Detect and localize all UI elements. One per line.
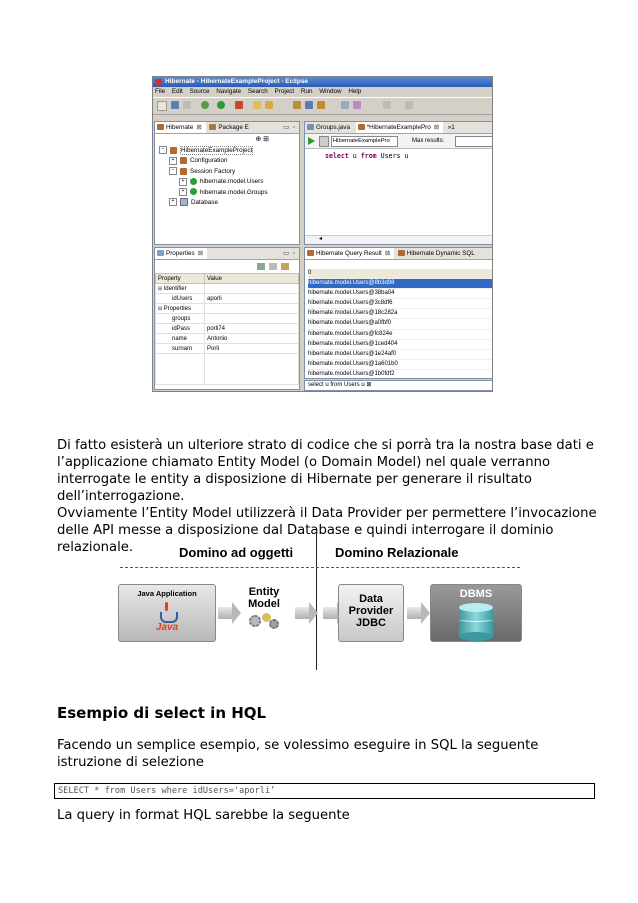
- package-icon: [209, 124, 216, 130]
- tree-item-users[interactable]: + hibernate.model.Users: [159, 177, 299, 187]
- arrow-icon: [295, 607, 309, 619]
- property-name: idPass: [156, 324, 205, 334]
- data-provider-label: Data: [359, 593, 383, 605]
- hql-toolbar: [305, 134, 492, 149]
- java-cup-icon: [158, 602, 176, 624]
- open-type-icon[interactable]: [265, 101, 273, 109]
- save-icon[interactable]: [171, 101, 179, 109]
- view-minmax-icon[interactable]: ▭ ▫: [283, 124, 296, 131]
- arrow-icon: [218, 607, 232, 619]
- menu-navigate[interactable]: Navigate: [216, 88, 242, 95]
- class-icon: [190, 188, 197, 195]
- list-item[interactable]: hibernate.model.Users@1b0fdf2: [308, 370, 492, 379]
- hql-editor: [304, 121, 493, 245]
- property-value: porli74: [205, 324, 299, 334]
- query-entity: Users u: [376, 152, 409, 160]
- hibernate-icon: [157, 124, 164, 130]
- property-value: [205, 304, 299, 314]
- configuration-selector-icon[interactable]: [319, 136, 329, 147]
- tab-label: *HibernateExamplePro: [366, 124, 431, 131]
- menu-source[interactable]: Source: [189, 88, 210, 95]
- hibernate-config-icon: [170, 147, 177, 154]
- view-toolbar: [155, 134, 299, 143]
- database-icon: [180, 198, 188, 206]
- window-title: Hibernate - HibernateExampleProject - Eclipse: [165, 78, 309, 85]
- hql-icon: [358, 124, 365, 130]
- result-column-header: 0: [308, 269, 492, 279]
- menu-help[interactable]: Help: [348, 88, 362, 95]
- tree-label: Configuration: [190, 157, 228, 165]
- dbms-box: [430, 584, 522, 642]
- search-icon[interactable]: [305, 101, 313, 109]
- properties-view: [154, 247, 300, 390]
- menu-edit[interactable]: Edit: [171, 88, 183, 95]
- text-line: delle API messe a disposizione dal Database e quindi interrogare il dominio: [57, 523, 554, 538]
- tree-item-project[interactable]: − HibernateExampleProject: [159, 146, 299, 156]
- property-value: Porli: [205, 344, 299, 354]
- new-class-icon[interactable]: [253, 101, 261, 109]
- text-line: La query in format HQL sarebbe la seguente: [57, 808, 350, 823]
- list-item[interactable]: hibernate.model.Users@8b3d98: [308, 279, 492, 289]
- more-tabs[interactable]: »1: [447, 124, 455, 131]
- categories-icon[interactable]: [257, 263, 265, 270]
- result-tabbar: [305, 248, 492, 260]
- property-name: groups: [156, 314, 205, 324]
- configuration-icon: [180, 157, 187, 164]
- property-name: Properties: [163, 305, 191, 312]
- tab-package-explorer[interactable]: [207, 122, 252, 133]
- hibernate-configurations-view: [154, 121, 300, 245]
- result-toolbar: [305, 260, 492, 269]
- table-row[interactable]: [156, 324, 299, 334]
- menu-project[interactable]: Project: [274, 88, 295, 95]
- hql-query-text[interactable]: [305, 149, 492, 160]
- properties-icon: [157, 250, 164, 256]
- domain-divider: [316, 530, 317, 670]
- hibernate-icon: [398, 250, 405, 256]
- data-provider-label: JDBC: [356, 617, 386, 629]
- tab-properties[interactable]: Properties ⊠: [155, 248, 207, 259]
- property-name: Identifier: [163, 285, 187, 292]
- property-name: surnam: [156, 344, 205, 354]
- hibernate-tool-icon[interactable]: [317, 101, 325, 109]
- new-icon[interactable]: [157, 101, 167, 111]
- text-line: l’applicazione chiamato Entity Model (o Domain Model) nel quale verranno: [57, 455, 551, 470]
- tab-hql-editor[interactable]: *HibernateExamplePro ⊠: [356, 122, 443, 133]
- properties-toolbar: [155, 260, 299, 273]
- open-folder-icon[interactable]: [293, 101, 301, 109]
- eclipse-screenshot: [152, 76, 493, 392]
- result-list: [305, 269, 492, 379]
- java-file-icon: [307, 124, 314, 130]
- annotation-icon[interactable]: [341, 101, 349, 109]
- list-item[interactable]: hibernate.model.Users@1a601b0: [308, 360, 492, 370]
- external-tools-icon[interactable]: [235, 101, 243, 109]
- entity-model-box: [237, 586, 291, 638]
- properties-table: [155, 273, 299, 385]
- session-factory-icon: [180, 168, 187, 175]
- text-line: istruzione di selezione: [57, 755, 204, 770]
- relational-domain-title: Domino Relazionale: [335, 545, 459, 560]
- architecture-diagram: [115, 530, 525, 670]
- text-line: Facendo un semplice esempio, se volessimo eseguire in SQL la seguente: [57, 738, 539, 753]
- text-line: Ovviamente l’Entity Model utilizzerà il Data Provider per permettere l’invocazione: [57, 506, 597, 521]
- gears-icon: [247, 613, 281, 629]
- tree-item-database[interactable]: + Database: [159, 198, 299, 208]
- tree-label: hibernate.model.Users: [200, 178, 264, 186]
- java-application-label: Java Application: [137, 589, 197, 598]
- view-minmax-icon[interactable]: ▭ ▫: [283, 250, 296, 257]
- table-row[interactable]: [156, 334, 299, 344]
- property-value: [205, 284, 299, 294]
- next-annotation-icon[interactable]: [353, 101, 361, 109]
- back-icon[interactable]: [383, 101, 391, 109]
- status-tab[interactable]: select u from Users u ⊠: [304, 380, 493, 391]
- filter-icon[interactable]: [269, 263, 277, 270]
- tree-item-groups[interactable]: + hibernate.model.Groups: [159, 188, 299, 198]
- max-results-label: Max results:: [412, 138, 445, 144]
- table-row[interactable]: ⊟ Properties: [156, 304, 299, 314]
- menu-run[interactable]: Run: [300, 88, 313, 95]
- object-domain-title: Domino ad oggetti: [179, 545, 294, 560]
- tab-package-label: Package E: [218, 124, 249, 131]
- database-icon: [459, 603, 493, 641]
- table-row[interactable]: [156, 314, 299, 324]
- tab-label: Properties: [166, 250, 195, 257]
- tab-hibernate-label: Hibernate: [166, 124, 194, 131]
- forward-icon[interactable]: [405, 101, 413, 109]
- property-name: name: [156, 334, 205, 344]
- config-tree: [155, 143, 299, 208]
- window-title-bar: [153, 77, 492, 87]
- class-icon: [190, 178, 197, 185]
- property-value: Antonio: [205, 334, 299, 344]
- table-row[interactable]: ⊟ Identifier: [156, 284, 299, 294]
- list-item[interactable]: hibernate.model.Users@1ced404: [308, 340, 492, 350]
- run-icon[interactable]: [217, 101, 225, 109]
- tab-groups-java[interactable]: [305, 122, 354, 133]
- debug-icon[interactable]: [201, 101, 209, 109]
- tab-label: Hibernate Dynamic SQL: [406, 250, 475, 257]
- query-alias: u: [348, 152, 361, 160]
- query-result-view: [304, 247, 493, 379]
- entity-model-label: Entity: [248, 586, 280, 598]
- dbms-label: DBMS: [459, 588, 493, 600]
- menu-bar: [153, 87, 492, 97]
- menu-window[interactable]: Window: [319, 88, 342, 95]
- list-item[interactable]: hibernate.model.Users@3c8df6: [308, 299, 492, 309]
- list-item[interactable]: hibernate.model.Users@1e24af0: [308, 350, 492, 360]
- text-line: Di fatto esisterà un ulteriore strato di codice che si porrà tra la nostra base dati e: [57, 438, 594, 453]
- tab-hibernate[interactable]: Hibernate ⊠: [155, 122, 206, 133]
- tab-label: Hibernate Query Result: [316, 250, 382, 257]
- column-header: Property: [156, 274, 205, 284]
- tree-label: Database: [191, 198, 218, 206]
- editor-tabbar: [305, 122, 492, 134]
- status-query-label: select u from Users u: [308, 382, 365, 388]
- properties-tabbar: [155, 248, 299, 260]
- tab-label: Groups.java: [316, 124, 350, 131]
- max-results-input[interactable]: [455, 136, 493, 147]
- collapse-icon[interactable]: ⊕ ⊞: [255, 136, 269, 143]
- table-row[interactable]: [156, 344, 299, 354]
- java-application-box: [118, 584, 216, 642]
- tree-label: HibernateExampleProject: [181, 147, 253, 154]
- keyword-select: select: [325, 152, 349, 160]
- arrow-icon: [407, 607, 421, 619]
- list-item[interactable]: hibernate.model.Users@a0fbf0: [308, 319, 492, 329]
- dashed-separator: [120, 567, 520, 568]
- data-provider-label: Provider: [348, 605, 394, 617]
- property-name: idUsers: [156, 294, 205, 304]
- menu-file[interactable]: File: [155, 88, 166, 95]
- property-value: [205, 314, 299, 324]
- keyword-from: from: [360, 152, 377, 160]
- editor-scrollbar[interactable]: ◂: [305, 235, 492, 244]
- text-line: interrogate le entity a disposizione di Hibernate per generare il risultato: [57, 472, 532, 487]
- table-row[interactable]: [156, 294, 299, 304]
- list-item[interactable]: hibernate.model.Users@18c282a: [308, 309, 492, 319]
- java-logo-text: Java: [155, 622, 179, 633]
- text-line: dell’interrogazione.: [57, 489, 185, 504]
- sql-code-box: SELECT * from Users where idUsers='aporli’: [54, 783, 595, 799]
- eclipse-icon: [155, 79, 162, 85]
- text-line: relazionale.: [57, 540, 134, 555]
- data-provider-box: [338, 584, 404, 642]
- list-item[interactable]: hibernate.model.Users@fc824e: [308, 330, 492, 340]
- column-header: Value: [205, 274, 299, 284]
- arrow-icon: [323, 607, 337, 619]
- tree-item-configuration[interactable]: + Configuration: [159, 156, 299, 166]
- configuration-combo[interactable]: HibernateExamplePro: [331, 136, 398, 147]
- paragraph-hql: [57, 807, 597, 824]
- restore-default-icon[interactable]: [281, 263, 289, 270]
- tab-query-result[interactable]: Hibernate Query Result ⊠: [305, 248, 394, 259]
- property-value: aporli: [205, 294, 299, 304]
- entity-model-label: Model: [248, 598, 280, 610]
- menu-search[interactable]: Search: [247, 88, 268, 95]
- list-item[interactable]: hibernate.model.Users@38ba04: [308, 289, 492, 299]
- paragraph-example: [57, 737, 597, 771]
- tree-label: hibernate.model.Groups: [200, 188, 268, 196]
- tab-dynamic-sql[interactable]: [396, 248, 479, 259]
- left-tabbar: [155, 122, 299, 134]
- run-hql-icon[interactable]: [308, 137, 315, 145]
- hibernate-icon: [307, 250, 314, 256]
- print-icon[interactable]: [183, 101, 191, 109]
- tree-item-session-factory[interactable]: − Session Factory: [159, 167, 299, 177]
- section-heading: Esempio di select in HQL: [57, 704, 267, 722]
- toolbar: [153, 97, 492, 115]
- tree-label: Session Factory: [190, 167, 236, 175]
